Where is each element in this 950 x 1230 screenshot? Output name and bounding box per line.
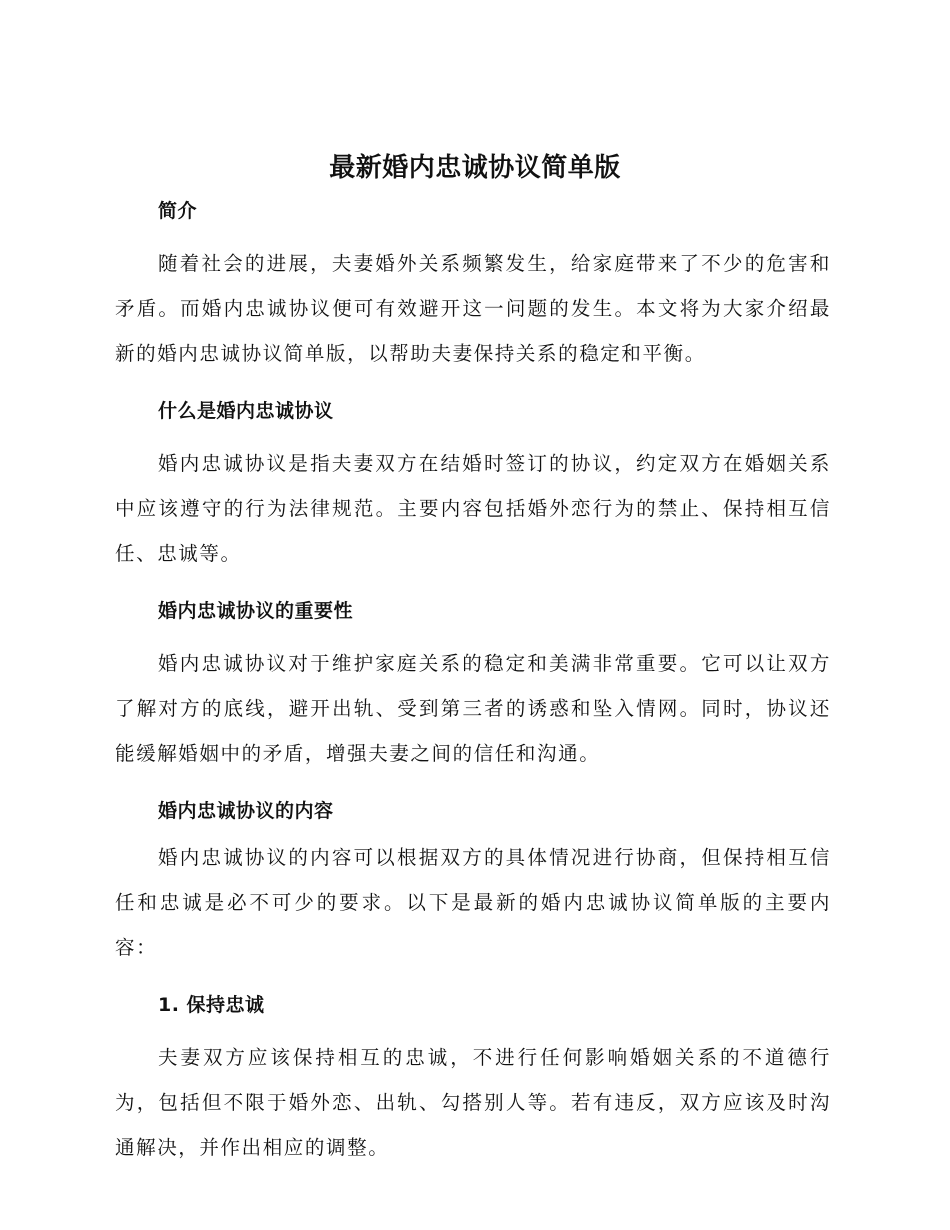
document-body [115, 190, 831, 1170]
section-heading-loyalty: 1. 保持忠诚 [158, 994, 265, 1016]
section-paragraph-content: 婚内忠诚协议的内容可以根据双方的具体情况进行协商，但保持相互信任和忠诚是必不可少的要求。以下是最新的婚内忠诚协议简单版的主要内容： [115, 846, 831, 959]
section-paragraph-intro: 随着社会的进展，夫妻婚外关系频繁发生，给家庭带来了不少的危害和矛盾。而婚内忠诚协议便可有效避开这一问题的发生。本文将为大家介绍最新的婚内忠诚协议简单版，以帮助夫妻保持关系的稳定和平衡。 [115, 252, 831, 365]
section-heading-importance: 婚内忠诚协议的重要性 [158, 600, 354, 622]
section-heading-intro: 简介 [158, 200, 198, 222]
document-title: 最新婚内忠诚协议简单版 [329, 153, 621, 183]
section-paragraph-definition: 婚内忠诚协议是指夫妻双方在结婚时签订的协议，约定双方在婚姻关系中应该遵守的行为法律规范。主要内容包括婚外恋行为的禁止、保持相互信任、忠诚等。 [115, 452, 831, 565]
section-paragraph-importance: 婚内忠诚协议对于维护家庭关系的稳定和美满非常重要。它可以让双方了解对方的底线，避开出轨、受到第三者的诱惑和坠入情网。同时，协议还能缓解婚姻中的矛盾，增强夫妻之间的信任和沟通。 [115, 652, 831, 765]
section-paragraph-loyalty: 夫妻双方应该保持相互的忠诚，不进行任何影响婚姻关系的不道德行为，包括但不限于婚外恋、出轨、勾搭别人等。若有违反，双方应该及时沟通解决，并作出相应的调整。 [115, 1046, 831, 1159]
section-heading-definition: 什么是婚内忠诚协议 [158, 400, 334, 422]
section-heading-content: 婚内忠诚协议的内容 [158, 800, 334, 822]
